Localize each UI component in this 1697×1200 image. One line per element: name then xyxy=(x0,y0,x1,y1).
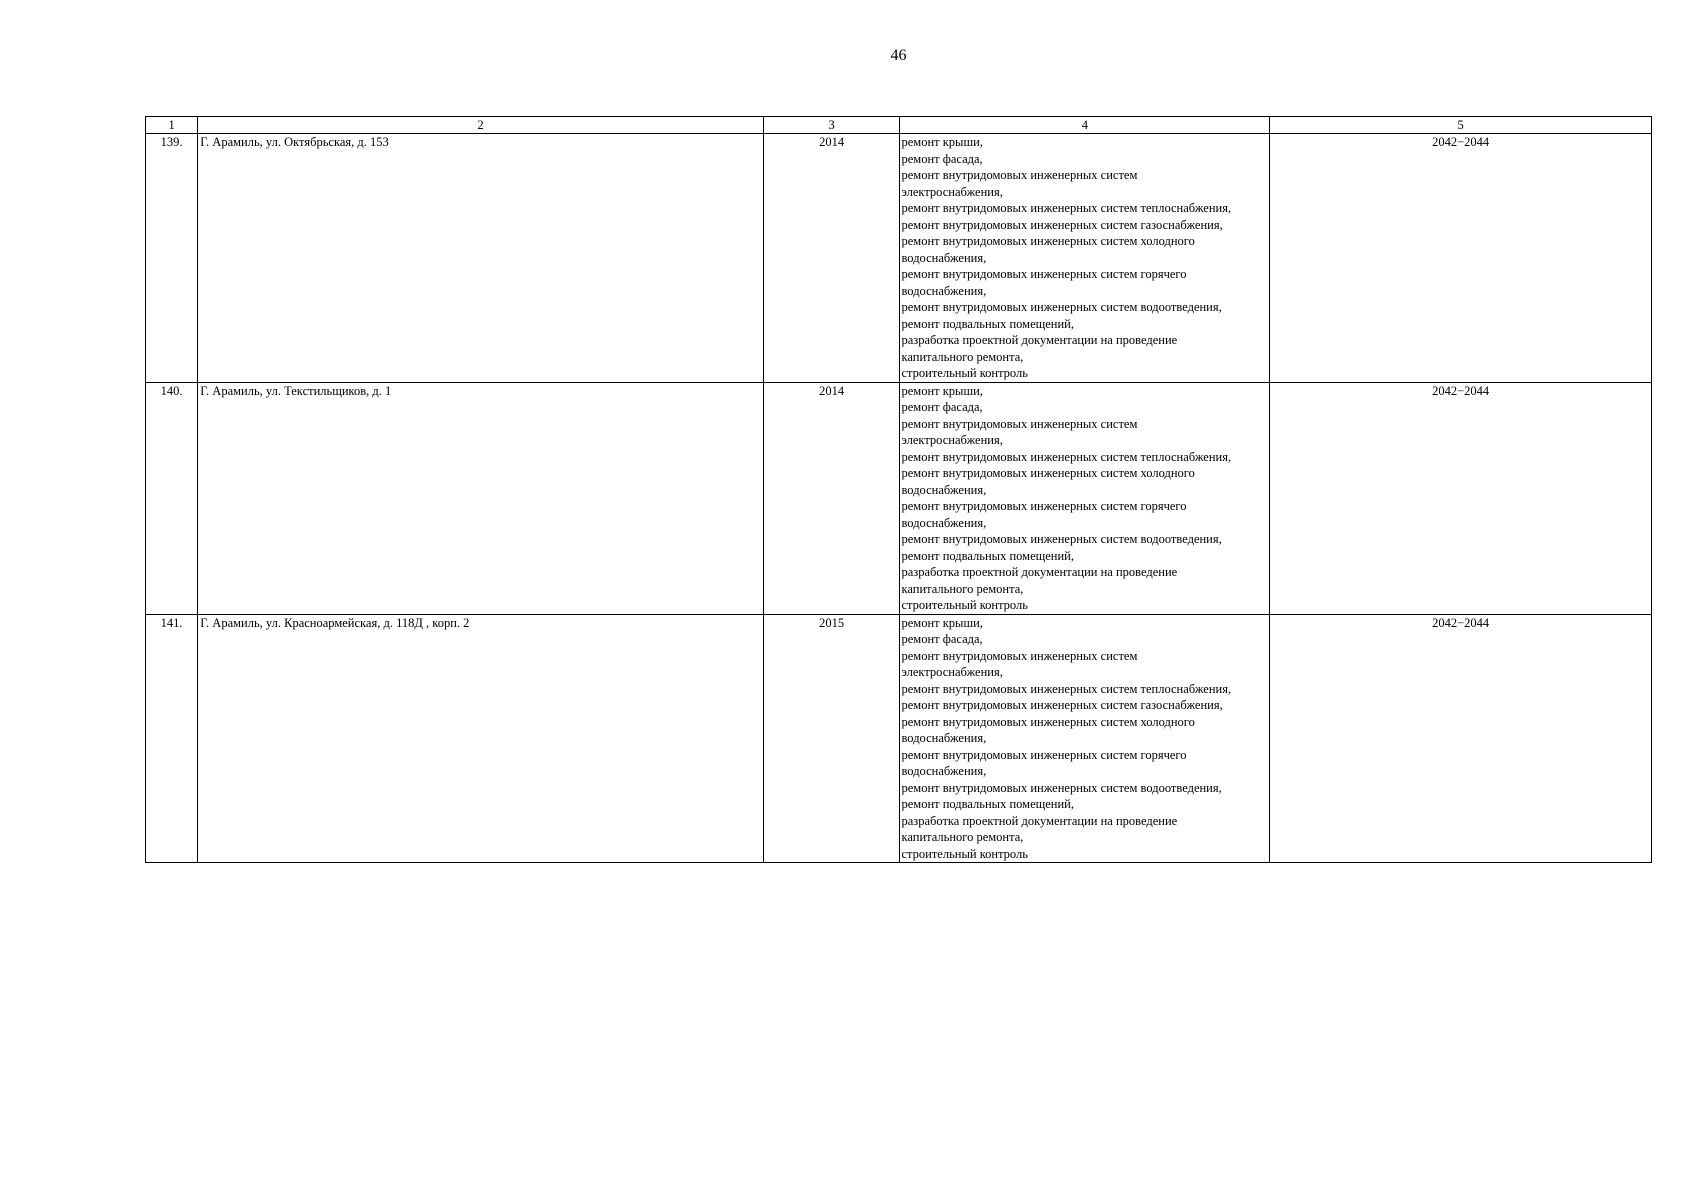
work-item: ремонт внутридомовых инженерных систем xyxy=(901,168,1138,182)
row-number: 140. xyxy=(146,382,198,614)
row-period: 2042−2044 xyxy=(1270,382,1652,614)
row-works xyxy=(900,134,1270,383)
table-row xyxy=(146,614,1652,863)
work-item: строительный контроль xyxy=(901,846,1028,861)
column-header-1: 1 xyxy=(146,117,198,134)
column-header-3: 3 xyxy=(763,117,900,134)
work-item: ремонт внутридомовых инженерных систем горячего xyxy=(901,499,1187,513)
table-row xyxy=(146,382,1652,614)
work-item: водоснабжения, xyxy=(901,283,987,298)
work-item: капитального ремонта, xyxy=(901,349,1024,364)
column-header-2: 2 xyxy=(198,117,764,134)
work-item: ремонт внутридомовых инженерных систем горячего xyxy=(901,747,1187,762)
row-number: 141. xyxy=(146,614,198,863)
work-item: ремонт подвальных помещений, xyxy=(901,316,1074,331)
work-item: ремонт внутридомовых инженерных систем теплоснабжения, xyxy=(901,449,1232,464)
repair-schedule-table xyxy=(145,116,1652,863)
row-address: Г. Арамиль, ул. Красноармейская, д. 118Д , корп. 2 xyxy=(198,614,764,863)
table-row xyxy=(146,134,1652,383)
work-item: строительный контроль xyxy=(901,598,1028,612)
row-period: 2042−2044 xyxy=(1270,614,1652,863)
table-header xyxy=(146,117,1652,134)
row-year: 2014 xyxy=(763,134,900,383)
column-header-4: 4 xyxy=(900,117,1270,134)
work-item: электроснабжения, xyxy=(901,184,1003,199)
work-item: ремонт подвальных помещений, xyxy=(901,548,1074,563)
row-year: 2015 xyxy=(763,614,900,863)
work-item: водоснабжения, xyxy=(901,250,987,265)
work-item: ремонт внутридомовых инженерных систем газоснабжения, xyxy=(901,217,1223,232)
table-body xyxy=(146,134,1652,863)
column-header-5: 5 xyxy=(1270,117,1652,134)
work-item: ремонт внутридомовых инженерных систем горячего xyxy=(901,267,1187,281)
row-period: 2042−2044 xyxy=(1270,134,1652,383)
work-item: ремонт внутридомовых инженерных систем xyxy=(901,416,1138,431)
row-address: Г. Арамиль, ул. Октябрьская, д. 153 xyxy=(198,134,764,383)
work-item: водоснабжения, xyxy=(901,764,987,778)
row-works xyxy=(900,614,1270,863)
work-item: ремонт внутридомовых инженерных систем холодного xyxy=(901,466,1195,480)
work-item: водоснабжения, xyxy=(901,731,987,745)
work-item: ремонт внутридомовых инженерных систем xyxy=(901,648,1138,663)
work-item: разработка проектной документации на проведение xyxy=(901,565,1178,579)
work-item: ремонт внутридомовых инженерных систем теплоснабжения, xyxy=(901,681,1232,696)
work-item: электроснабжения, xyxy=(901,433,1003,447)
work-item: ремонт внутридомовых инженерных систем водоотведения, xyxy=(901,300,1222,314)
row-year: 2014 xyxy=(763,382,900,614)
work-item: водоснабжения, xyxy=(901,515,987,530)
work-item: ремонт крыши, xyxy=(901,383,983,398)
work-item: ремонт фасада, xyxy=(901,632,983,646)
work-item: ремонт фасада, xyxy=(901,400,983,414)
work-item: ремонт крыши, xyxy=(901,135,983,149)
work-item: разработка проектной документации на проведение xyxy=(901,333,1178,347)
header-row xyxy=(146,117,1652,134)
row-works xyxy=(900,382,1270,614)
work-item: капитального ремонта, xyxy=(901,830,1024,844)
work-item: ремонт внутридомовых инженерных систем газоснабжения, xyxy=(901,698,1223,712)
row-address: Г. Арамиль, ул. Текстильщиков, д. 1 xyxy=(198,382,764,614)
work-item: ремонт фасада, xyxy=(901,151,983,166)
work-item: капитального ремонта, xyxy=(901,581,1024,596)
work-item: ремонт внутридомовых инженерных систем водоотведения, xyxy=(901,532,1222,546)
work-item: строительный контроль xyxy=(901,366,1028,380)
work-item: ремонт крыши, xyxy=(901,615,983,630)
page-number: 46 xyxy=(890,47,907,64)
work-item: электроснабжения, xyxy=(901,665,1003,679)
work-item: водоснабжения, xyxy=(901,482,987,497)
work-item: ремонт внутридомовых инженерных систем теплоснабжения, xyxy=(901,201,1232,215)
work-item: ремонт внутридомовых инженерных систем холодного xyxy=(901,234,1195,248)
work-item: ремонт внутридомовых инженерных систем водоотведения, xyxy=(901,780,1222,795)
row-number: 139. xyxy=(146,134,198,383)
work-item: ремонт внутридомовых инженерных систем холодного xyxy=(901,714,1195,729)
work-item: ремонт подвальных помещений, xyxy=(901,797,1074,811)
work-item: разработка проектной документации на проведение xyxy=(901,813,1178,828)
